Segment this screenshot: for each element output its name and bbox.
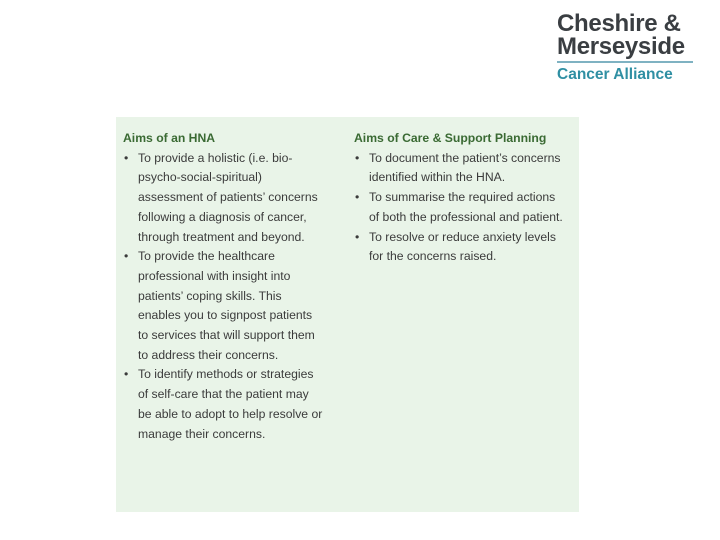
list-item: • To provide the healthcare professional with insight into patients’ coping skills. This enables you to signpost patients to services that will support them to address their concerns. — [123, 247, 323, 365]
care-planning-aims-heading: Aims of Care & Support Planning — [354, 131, 547, 145]
list-item: • To resolve or reduce anxiety levels for the concerns raised. — [354, 228, 564, 267]
logo-divider — [557, 61, 693, 63]
care-planning-aims-column — [354, 129, 564, 267]
hna-aims-list — [123, 149, 323, 445]
list-item: • To summarise the required actions of both the professional and patient. — [354, 188, 564, 227]
list-item: • To identify methods or strategies of self-care that the patient may be able to adopt to help resolve or manage their concerns. — [123, 365, 323, 444]
list-item: • To document the patient’s concerns identified within the HNA. — [354, 149, 564, 188]
cancer-alliance-logo — [557, 12, 707, 84]
logo-text-line-3: Cancer Alliance — [557, 66, 673, 83]
hna-aims-column — [123, 129, 323, 444]
logo-text-line-1: Cheshire & — [557, 10, 681, 37]
aims-panel — [116, 117, 579, 512]
hna-aims-heading: Aims of an HNA — [123, 131, 216, 145]
logo-text-line-2: Merseyside — [557, 33, 685, 60]
care-planning-aims-list — [354, 149, 564, 267]
list-item: • To provide a holistic (i.e. bio-psycho-social-spiritual) assessment of patients’ concerns following a diagnosis of cancer, through treatment and beyond. — [123, 149, 323, 248]
